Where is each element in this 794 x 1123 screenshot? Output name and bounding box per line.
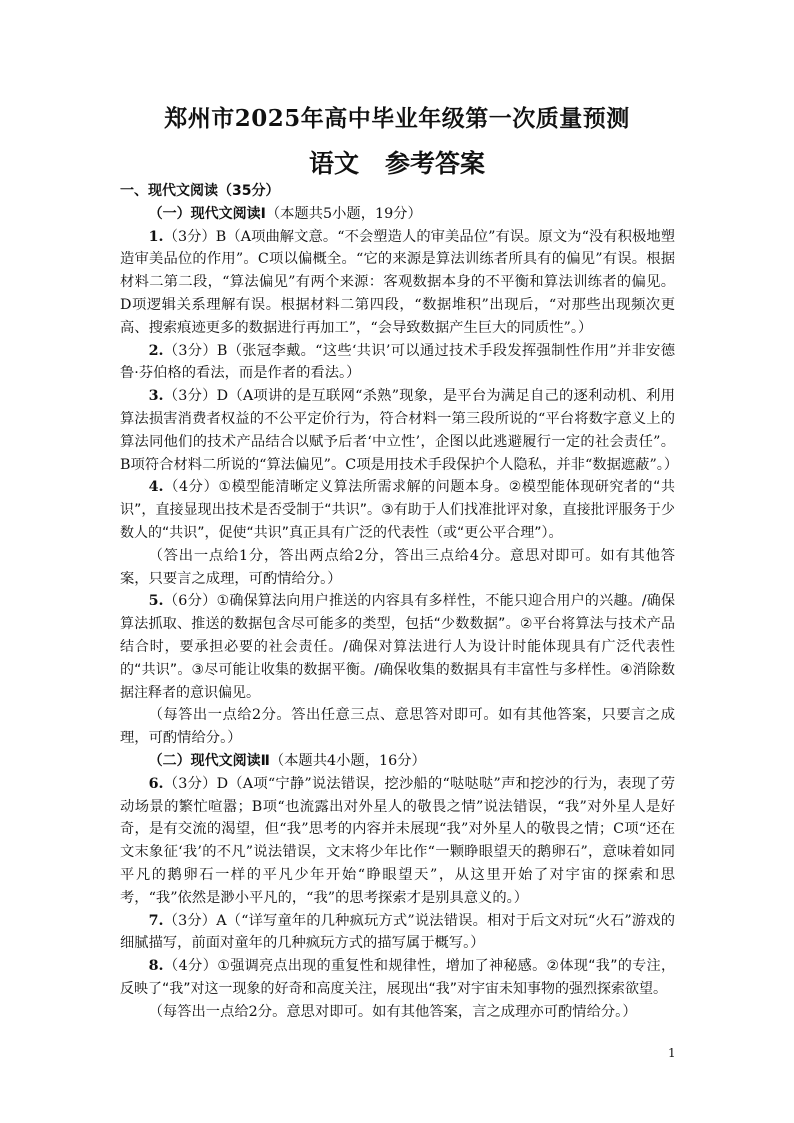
item-text: （3分）B（张冠李戴。“这些‘共识’可以通过技术手段发挥强制性作用”并非安德鲁·芬伯格的看法，而是作者的看法。）	[120, 342, 675, 382]
subject-label: 语文	[308, 149, 359, 178]
part-info: （本题共4小题，16分）	[269, 752, 426, 769]
answer-item-1	[120, 226, 675, 340]
answer-item-4	[120, 476, 675, 544]
item-score: （4分）	[163, 479, 219, 496]
answer-item-8	[120, 955, 675, 1001]
item-number: 1.	[148, 228, 164, 245]
item-text: ①模型能清晰定义算法所需求解的问题本身。②模型能体现研究者的“共识”，直接显现出技术是否受制于“共识”。③有助于人们找准批评对象，直接批评服务于少数人的“共识”，促使“共识”真正具有广泛的代表性（或“更公平合理”）。	[120, 479, 675, 541]
item-text: ①确保算法向用户推送的内容具有多样性，不能只迎合用户的兴趣。/确保算法抓取、推送的数据包含尽可能多的类型，包括“少数数据”。②平台将算法与技术产品结合时，要承担必要的社会责任。/确保对算法进行人为设计时能体现具有广泛代表性的“共识”。③尽可能让收集的数据平衡。/确保收集的数据具有丰富性与多样性。④消除数据注释者的意识偏见。	[120, 593, 675, 701]
answer-key-label: 参考答案	[385, 149, 486, 178]
page-title: 郑州市2025年高中毕业年级第一次质量预测	[164, 105, 630, 132]
item-text: ①强调亮点出现的重复性和规律性，增加了神秘感。②体现“我”的专注，反映了“我”对这一现象的好奇和高度关注，展现出“我”对宇宙未知事物的强烈探索欲望。	[120, 958, 675, 997]
item-score: （6分）	[163, 593, 217, 610]
answer-item-7	[120, 910, 675, 956]
scoring-note-8: （每答出一点给2分。意思对即可。如有其他答案，言之成理亦可酌情给分。）	[148, 1003, 637, 1020]
part-heading-1	[120, 203, 675, 226]
part-label: （一）现代文阅读Ⅰ	[148, 205, 266, 222]
answer-item-2	[120, 340, 675, 386]
item-score: （4分）	[163, 958, 218, 975]
item-number: 7.	[148, 912, 164, 929]
part-label: （二）现代文阅读Ⅱ	[148, 752, 270, 769]
item-text: （3分）D（A项“宁静”说法错误，挖沙船的“哒哒哒”声和挖沙的行为，表现了劳动场景的繁忙喧嚣；B项“也流露出对外星人的敬畏之情”说法错误，“我”对外星人是好奇，是有交流的渴望，但“我”思考的内容并未展现“我”对外星人的敬畏之情；C项“还在文末象征‘我’的不凡”说法错误，文末将少年比作“一颗睁眼望天的鹅卵石”，意味着如同平凡的鹅卵石一样的平凡少年开始“睁眼望天”，从这里开始了对宇宙的探索和思考，“我”依然是渺小平凡的，“我”的思考探索才是别具意义的。）	[120, 775, 675, 906]
item-number: 2.	[148, 342, 164, 359]
section-heading: 一、现代文阅读（35分）	[120, 183, 280, 199]
item-text: （3分）B（A项曲解文意。“不会塑造人的审美品位”有误。原文为“没有积极地塑造审美品位的作用”。C项以偏概全。“它的来源是算法训练者所具有的偏见”有误。根据材料二第二段，“算法偏见”有两个来源：客观数据本身的不平衡和算法训练者的偏见。D项逻辑关系理解有误。根据材料二第四段，“数据堆积”出现后，“对那些出现频次更高、搜索痕迹更多的数据进行再加工”，“会导致数据产生巨大的同质性”。）	[120, 228, 675, 336]
part-heading-2	[120, 750, 675, 773]
page-subtitle	[0, 144, 794, 180]
answer-item-3	[120, 385, 679, 476]
item-number: 8.	[148, 958, 164, 975]
item-text: （3分）A（“详写童年的几种疯玩方式”说法错误。相对于后文对玩“火石”游戏的细腻描写，前面对童年的几种疯玩方式的描写属于概写。）	[120, 912, 675, 952]
scoring-note-5: （每答出一点给2分。答出任意三点、意思答对即可。如有其他答案，只要言之成理，可酌情给分。）	[120, 707, 675, 747]
item-number: 4.	[148, 479, 164, 496]
item-number: 6.	[148, 775, 164, 792]
answer-item-6	[120, 773, 675, 910]
answer-content	[120, 180, 679, 1023]
answer-item-5	[120, 590, 675, 704]
item-text: （3分）D（A项讲的是互联网“杀熟”现象，是平台为满足自己的逐利动机、利用算法损害消费者权益的不公平定价行为，符合材料一第三段所说的“平台将数字意义上的算法同他们的技术产品结合以赋予后者‘中立性’，企图以此逃避履行一定的社会责任”。B项符合材料二所说的“算法偏见”。C项是用技术手段保护个人隐私，并非“数据遮蔽”。）	[120, 388, 679, 473]
item-number: 3.	[148, 388, 164, 405]
page-number: 1	[668, 1046, 676, 1060]
part-info: （本题共5小题，19分）	[265, 205, 422, 222]
item-number: 5.	[148, 593, 164, 610]
scoring-note-4: （答出一点给1分，答出两点给2分，答出三点给4分。意思对即可。如有其他答案，只要言之成理，可酌情给分。）	[120, 547, 675, 587]
